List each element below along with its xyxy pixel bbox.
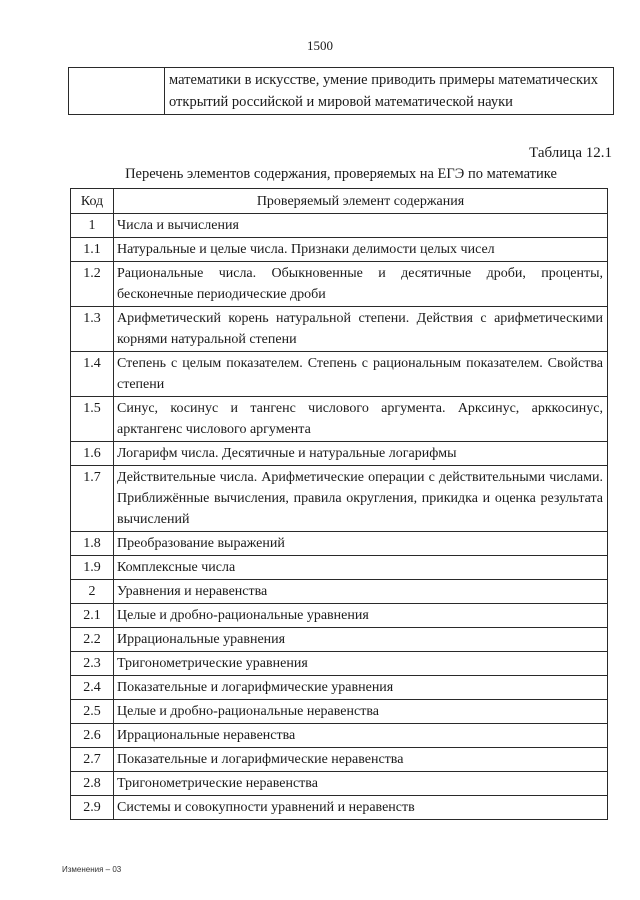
table-caption: Таблица 12.1: [529, 145, 612, 161]
row-text: Целые и дробно-рациональные уравнения: [114, 604, 608, 628]
row-code: 1: [71, 214, 114, 238]
row-text: Синус, косинус и тангенс числового аргумента. Арксинус, арккосинус, арктангенс числового аргумента: [114, 397, 608, 442]
table-row: [69, 68, 614, 115]
table-row: [71, 724, 608, 748]
row-text: Иррациональные неравенства: [114, 724, 608, 748]
table-row: [71, 676, 608, 700]
row-text: Показательные и логарифмические неравенства: [114, 748, 608, 772]
row-text: Системы и совокупности уравнений и неравенств: [114, 796, 608, 820]
table-title: Перечень элементов содержания, проверяемых на ЕГЭ по математике: [125, 166, 557, 182]
table-row: [71, 352, 608, 397]
row-code: 1.6: [71, 442, 114, 466]
row-code: 2: [71, 580, 114, 604]
row-text: Натуральные и целые числа. Признаки делимости целых чисел: [114, 238, 608, 262]
row-text: Иррациональные уравнения: [114, 628, 608, 652]
table-header-row: [71, 189, 608, 214]
row-code: 1.9: [71, 556, 114, 580]
row-text: Логарифм числа. Десятичные и натуральные логарифмы: [114, 442, 608, 466]
table-row: [71, 532, 608, 556]
row-code: 2.6: [71, 724, 114, 748]
table-row: [71, 466, 608, 532]
row-text: Арифметический корень натуральной степени. Действия с арифметическими корнями натуральной степени: [114, 307, 608, 352]
row-text: Числа и вычисления: [114, 214, 608, 238]
table-row: [71, 748, 608, 772]
row-code: 1.4: [71, 352, 114, 397]
table-row: [71, 604, 608, 628]
table-row: [71, 772, 608, 796]
empty-cell: [69, 68, 165, 115]
row-code: 2.4: [71, 676, 114, 700]
table-row: [71, 700, 608, 724]
continuation-table: [68, 67, 614, 115]
row-text: Тригонометрические уравнения: [114, 652, 608, 676]
table-row: [71, 796, 608, 820]
continuation-text: математики в искусстве, умение приводить примеры математических открытий российской и мировой математической науки: [165, 68, 614, 115]
revision-footer: Изменения – 03: [62, 865, 122, 874]
table-row: [71, 397, 608, 442]
row-code: 1.8: [71, 532, 114, 556]
row-text: Комплексные числа: [114, 556, 608, 580]
table-row: [71, 580, 608, 604]
table-row: [71, 214, 608, 238]
table-row: [71, 307, 608, 352]
row-text: Преобразование выражений: [114, 532, 608, 556]
row-text: Уравнения и неравенства: [114, 580, 608, 604]
header-element: Проверяемый элемент содержания: [114, 189, 608, 214]
row-code: 2.2: [71, 628, 114, 652]
row-text: Показательные и логарифмические уравнения: [114, 676, 608, 700]
row-text: Степень с целым показателем. Степень с рациональным показателем. Свойства степени: [114, 352, 608, 397]
row-code: 1.3: [71, 307, 114, 352]
row-code: 1.7: [71, 466, 114, 532]
row-code: 2.9: [71, 796, 114, 820]
row-code: 2.5: [71, 700, 114, 724]
row-code: 1.2: [71, 262, 114, 307]
table-row: [71, 238, 608, 262]
row-code: 2.8: [71, 772, 114, 796]
table-row: [71, 262, 608, 307]
row-text: Действительные числа. Арифметические операции с действительными числами. Приближённые вычисления, правила округления, прикидка и оценка результата вычислений: [114, 466, 608, 532]
row-text: Тригонометрические неравенства: [114, 772, 608, 796]
row-code: 2.7: [71, 748, 114, 772]
row-code: 1.5: [71, 397, 114, 442]
table-row: [71, 442, 608, 466]
row-code: 2.1: [71, 604, 114, 628]
content-elements-table: [70, 188, 608, 820]
page-number: 1500: [307, 38, 333, 53]
row-code: 2.3: [71, 652, 114, 676]
row-text: Целые и дробно-рациональные неравенства: [114, 700, 608, 724]
table-row: [71, 628, 608, 652]
row-text: Рациональные числа. Обыкновенные и десятичные дроби, проценты, бесконечные периодические дроби: [114, 262, 608, 307]
row-code: 1.1: [71, 238, 114, 262]
header-code: Код: [71, 189, 114, 214]
table-row: [71, 652, 608, 676]
table-row: [71, 556, 608, 580]
